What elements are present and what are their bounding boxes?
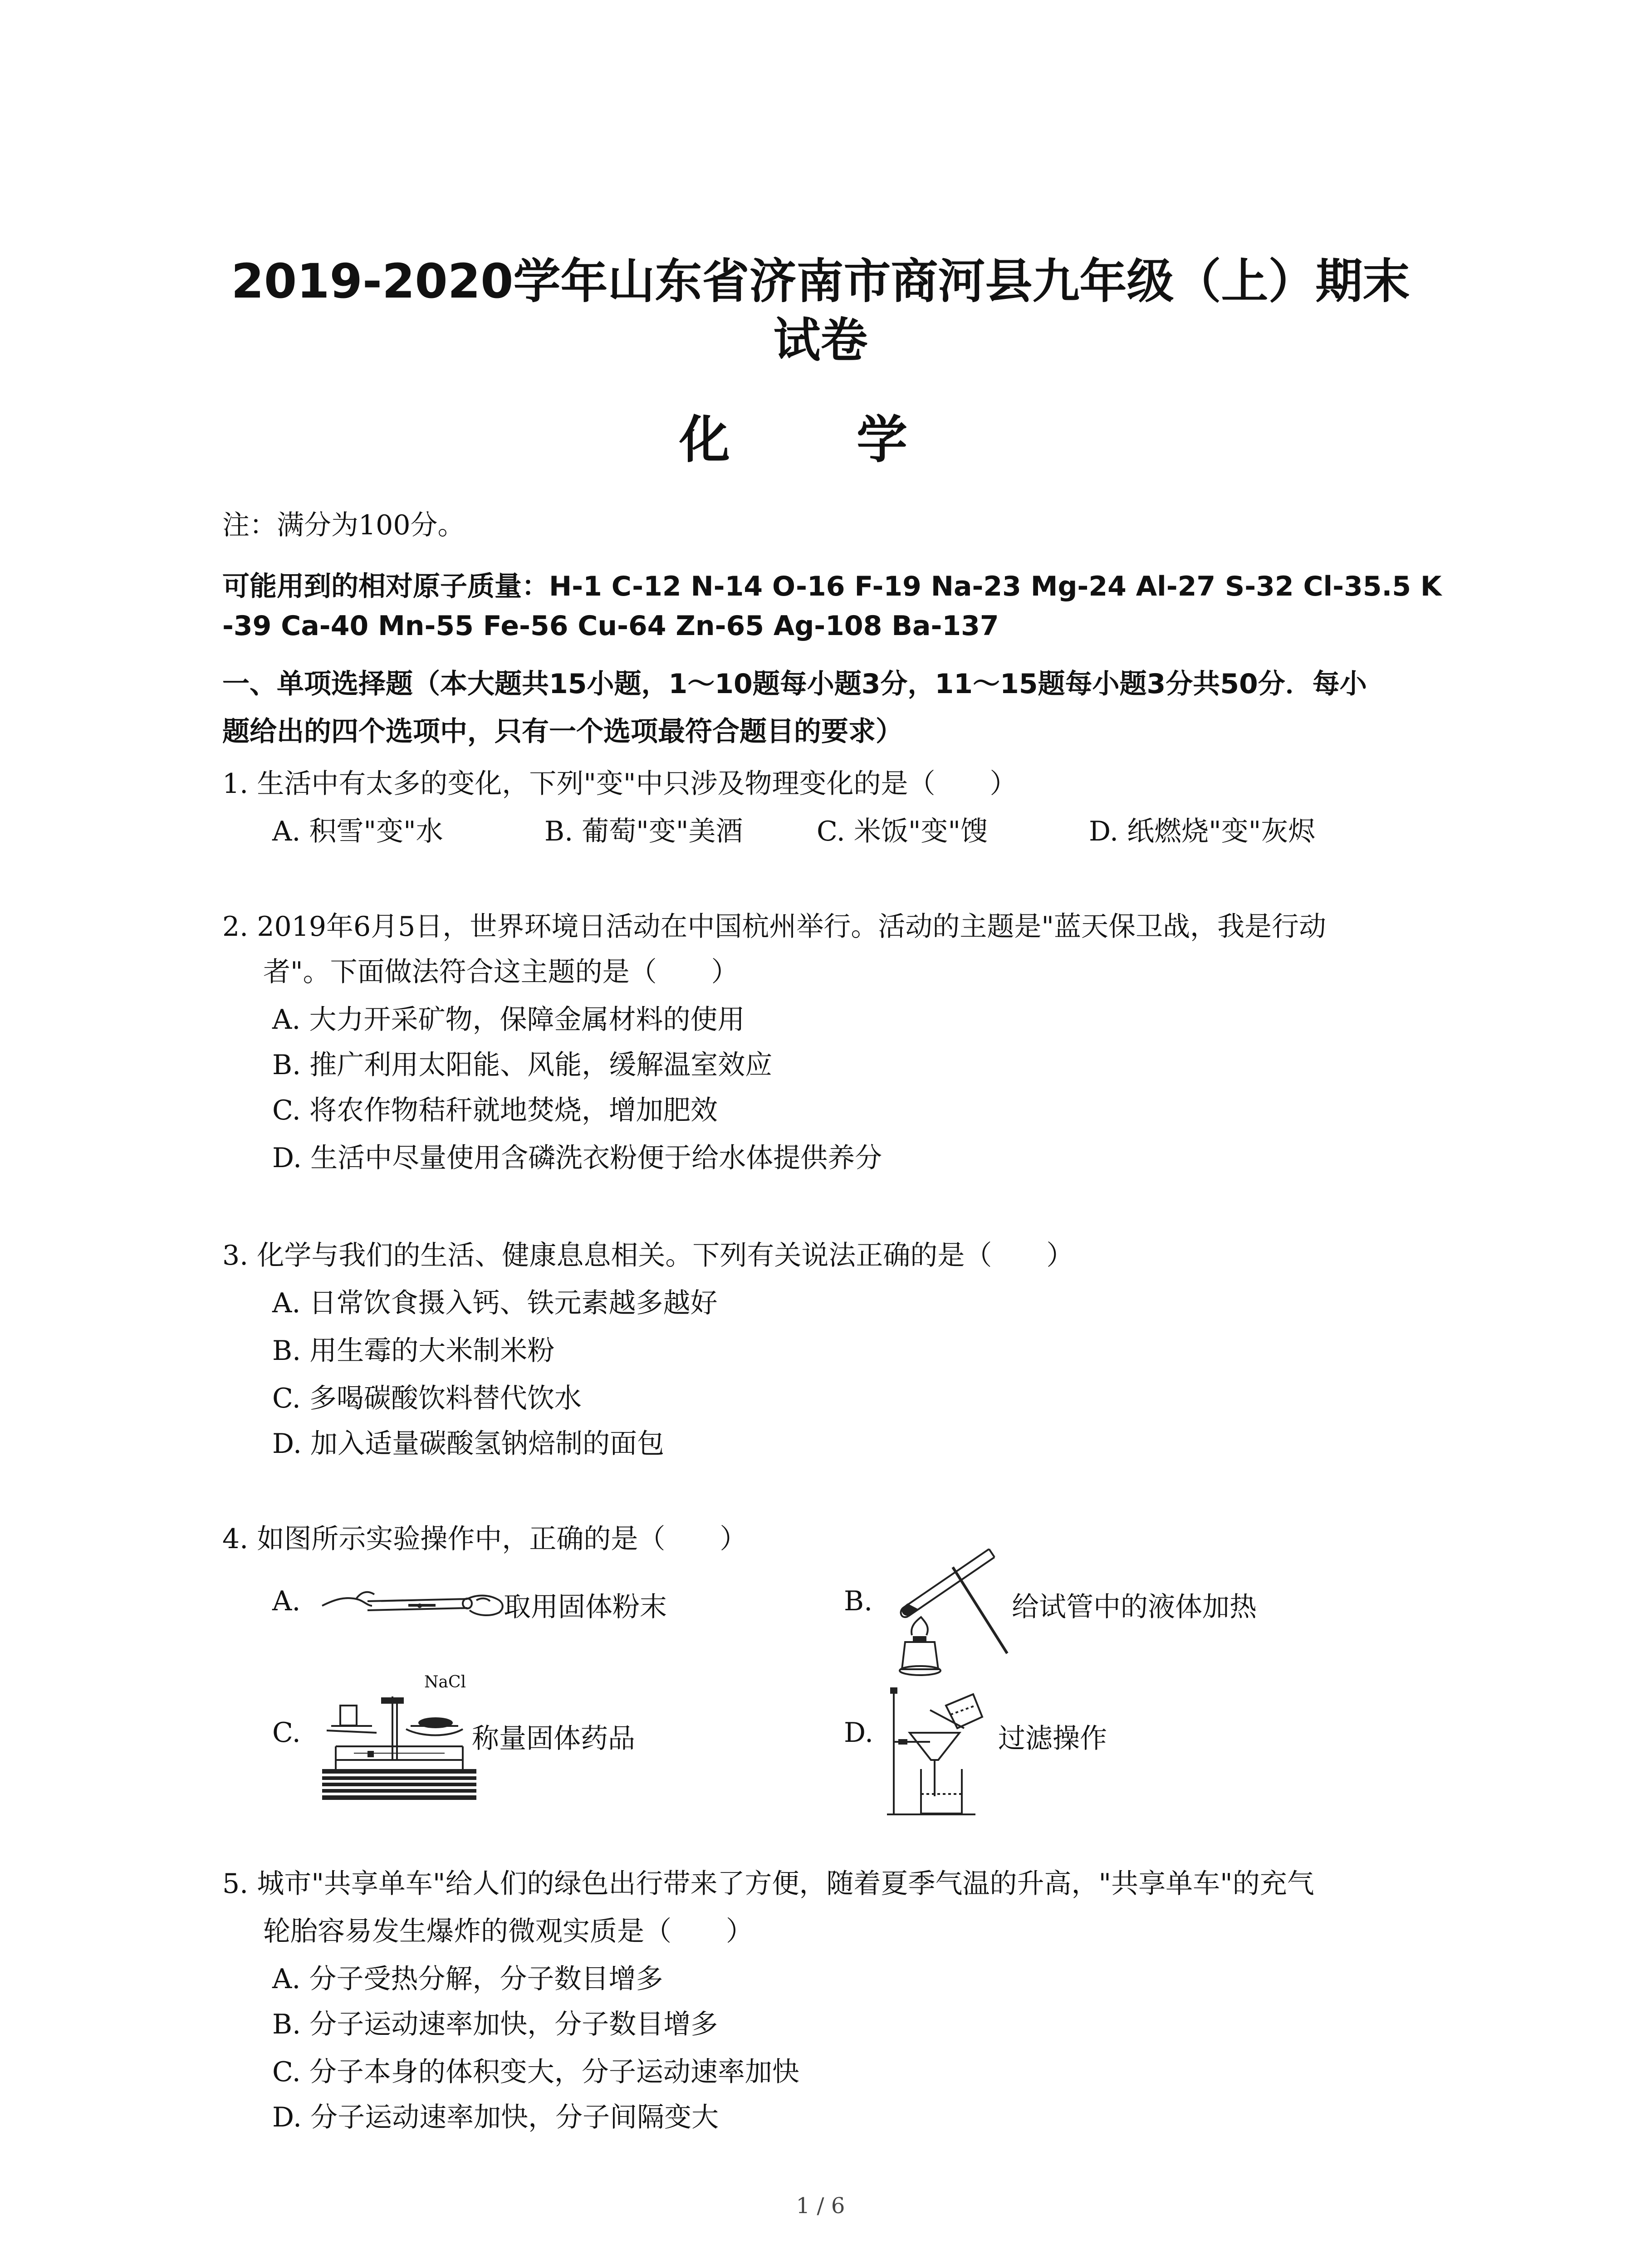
question-3-option-a: A. 日常饮食摄入钙、铁元素越多越好 xyxy=(272,1287,718,1319)
balance-figure xyxy=(313,1669,481,1805)
score-note: 注：满分为100分。 xyxy=(222,509,465,541)
question-2-stem-line1: 2. 2019年6月5日，世界环境日活动在中国杭州举行。活动的主题是"蓝天保卫战，我是行动 xyxy=(222,911,1326,943)
question-4-option-d-letter: D. xyxy=(844,1717,874,1749)
question-3-option-c: C. 多喝碳酸饮料替代饮水 xyxy=(272,1383,582,1414)
question-1-stem: 1. 生活中有太多的变化，下列"变"中只涉及物理变化的是（ ） xyxy=(222,768,1017,800)
section-heading-line2: 题给出的四个选项中，只有一个选项最符合题目的要求） xyxy=(222,716,903,748)
question-4-option-d-text: 过滤操作 xyxy=(998,1723,1107,1755)
question-5-stem-line1: 5. 城市"共享单车"给人们的绿色出行带来了方便，随着夏季气温的升高，"共享单车"的充气 xyxy=(222,1868,1314,1900)
question-5-option-b: B. 分子运动速率加快，分子数目增多 xyxy=(272,2009,718,2040)
atomic-mass-line2: -39 Ca-40 Mn-55 Fe-56 Cu-64 Zn-65 Ag-108 Ba-137 xyxy=(222,610,999,642)
exam-title-line2: 试卷 xyxy=(773,313,868,368)
question-4-option-b-letter: B. xyxy=(844,1585,873,1617)
question-5-stem-line2: 轮胎容易发生爆炸的微观实质是（ ） xyxy=(263,1916,753,1947)
question-4-option-a-text: 取用固体粉末 xyxy=(504,1591,667,1623)
question-2-option-a: A. 大力开采矿物，保障金属材料的使用 xyxy=(272,1004,745,1036)
question-2-option-d: D. 生活中尽量使用含磷洗衣粉便于给水体提供养分 xyxy=(272,1142,882,1174)
question-2-stem-line2: 者"。下面做法符合这主题的是（ ） xyxy=(263,956,739,988)
question-4-option-c-text: 称量固体药品 xyxy=(472,1723,635,1755)
question-5-option-c: C. 分子本身的体积变大，分子运动速率加快 xyxy=(272,2056,799,2088)
question-3-option-b: B. 用生霉的大米制米粉 xyxy=(272,1335,555,1367)
question-1-option-d: D. 纸燃烧"变"灰烬 xyxy=(1089,816,1316,847)
question-1-option-a: A. 积雪"变"水 xyxy=(272,816,443,847)
question-1-option-b: B. 葡萄"变"美酒 xyxy=(544,816,743,847)
question-4-stem: 4. 如图所示实验操作中，正确的是（ ） xyxy=(222,1523,747,1555)
question-3-option-d: D. 加入适量碳酸氢钠焙制的面包 xyxy=(272,1428,665,1460)
exam-title-line1: 2019-2020学年山东省济南市商河县九年级（上）期末 xyxy=(231,254,1410,309)
nacl-label: NaCl xyxy=(424,1673,466,1691)
question-5-option-a: A. 分子受热分解，分子数目增多 xyxy=(272,1963,663,1995)
question-1-option-c: C. 米饭"变"馊 xyxy=(817,816,988,847)
filtration-figure xyxy=(885,1678,998,1823)
subject-title: 化 学 xyxy=(679,411,962,469)
powder-transfer-figure xyxy=(318,1574,508,1633)
question-2-option-c: C. 将农作物秸秆就地焚烧，增加肥效 xyxy=(272,1095,718,1126)
question-4-option-c-letter: C. xyxy=(272,1717,301,1749)
test-tube-heating-figure xyxy=(885,1540,1021,1681)
section-heading-line1: 一、单项选择题（本大题共15小题，1～10题每小题3分，11～15题每小题3分共50分．每小 xyxy=(222,668,1367,700)
question-5-option-d: D. 分子运动速率加快，分子间隔变大 xyxy=(272,2102,719,2133)
question-3-stem: 3. 化学与我们的生活、健康息息相关。下列有关说法正确的是（ ） xyxy=(222,1240,1074,1271)
question-2-option-b: B. 推广利用太阳能、风能，缓解温室效应 xyxy=(272,1049,773,1081)
page-number: 1 / 6 xyxy=(796,2193,845,2219)
question-4-option-b-text: 给试管中的液体加热 xyxy=(1012,1591,1257,1623)
atomic-mass-line1: 可能用到的相对原子质量：H-1 C-12 N-14 O-16 F-19 Na-23 Mg-24 Al-27 S-32 Cl-35.5 K xyxy=(222,571,1442,602)
question-4-option-a-letter: A. xyxy=(272,1585,301,1617)
